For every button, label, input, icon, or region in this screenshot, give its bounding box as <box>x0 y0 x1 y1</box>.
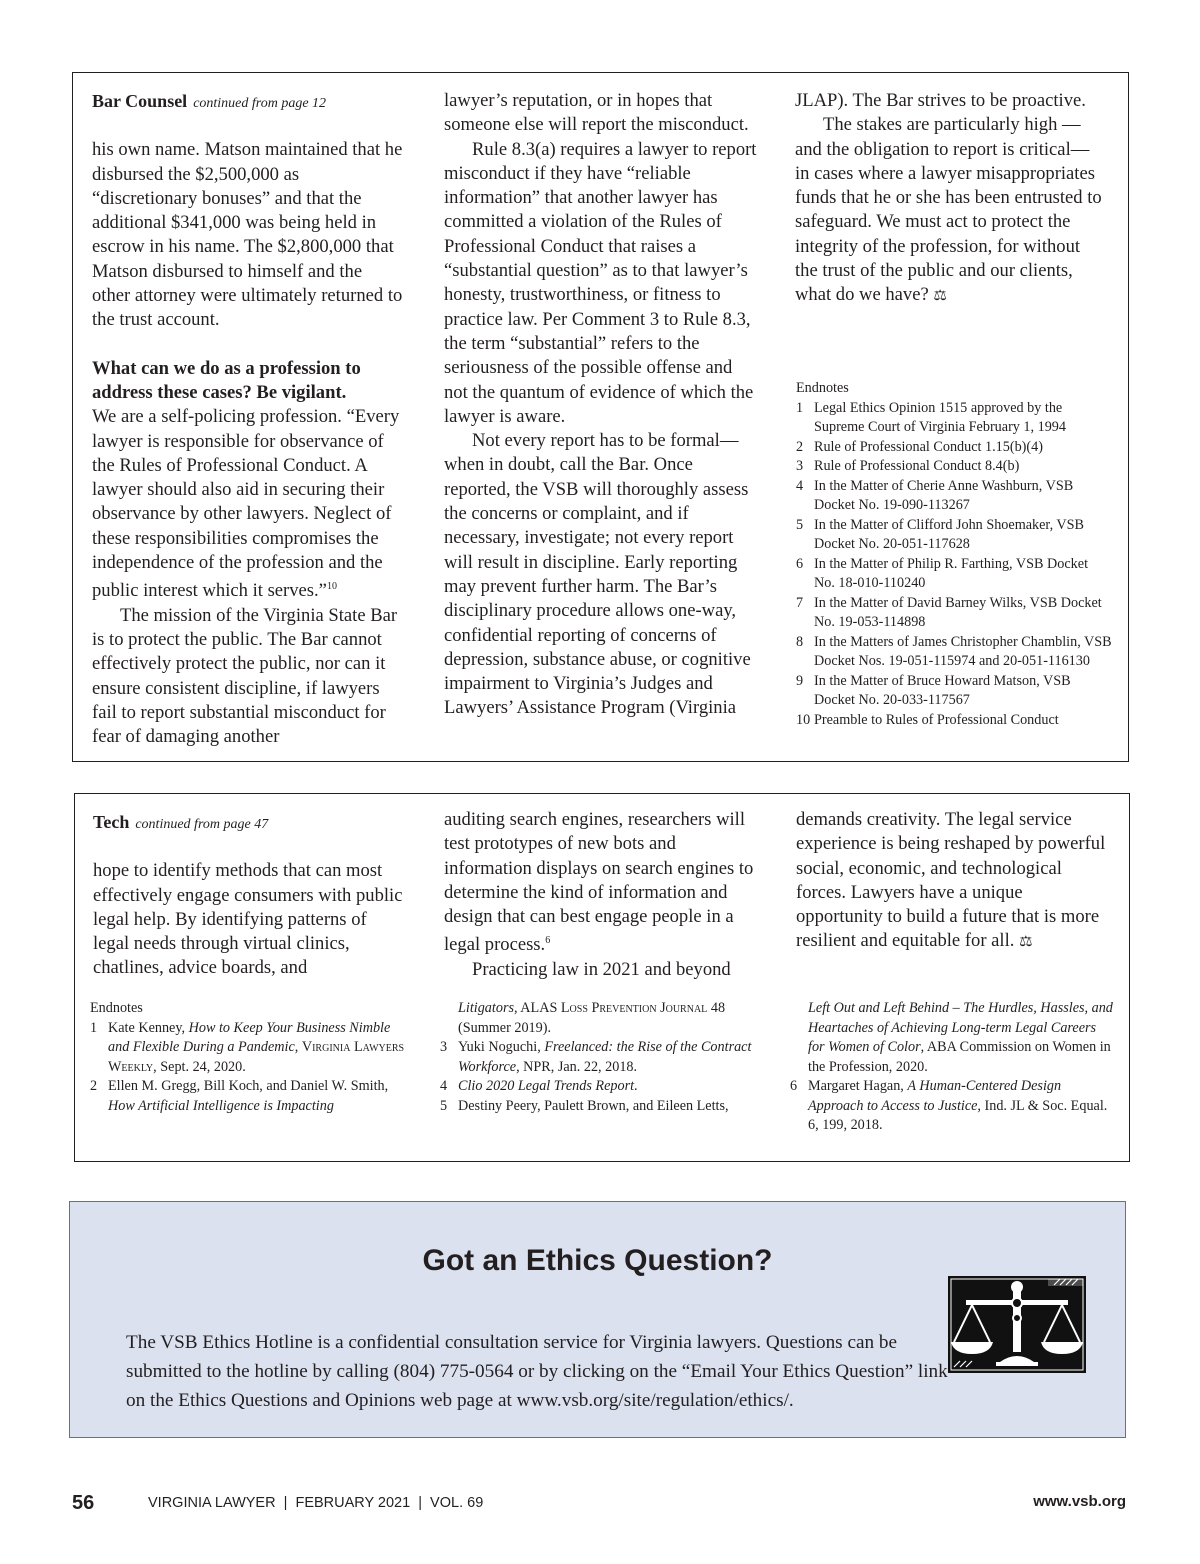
paragraph: The stakes are particularly high — and the obligation to report is critical— in cases where a lawyer misappropriates funds that he or she has been entrusted to safeguard. We must act to protect the integrity of the profession, for without the trust of the public and our clients, what do we have? ⚖ <box>795 114 1102 306</box>
paragraph: Rule 8.3(a) requires a lawyer to report misconduct if they have “reliable information” that another lawyer has committed a violation of the Rules of Professional Conduct that raises a “substantial question” as to that lawyer’s honesty, trustworthiness, or fitness to practice law. Per Comment 3 to Rule 8.3, the term “substantial” refers to the seriousness of the possible offense and not the quantum of evidence of which the lawyer is aware. <box>444 138 757 427</box>
bar-counsel-column-3 <box>795 89 1107 308</box>
bar-counsel-article <box>72 72 1129 762</box>
footnote-ref: 10 <box>326 581 337 593</box>
website-link[interactable]: www.vsb.org <box>1033 1493 1126 1510</box>
endnote <box>796 457 1112 477</box>
paragraph: auditing search engines, researchers will test prototypes of new bots and information displays on search engines to determine the kind of information and design that can best engage people in a legal process.$^6$ <box>444 809 754 956</box>
endnote <box>796 594 1112 633</box>
paragraph: JLAP). The Bar strives to be proactive. <box>795 90 1086 111</box>
endnote-number: 8 <box>796 633 804 650</box>
endnote <box>796 633 1112 672</box>
endnote: 6 Margaret Hagan, A Human-Centered Design Approach to Access to Justice, Ind. JL & Soc. Equal. 6, 199, 2018. <box>790 1078 1108 1133</box>
paragraph: his own name. Matson maintained that he disbursed the $2,500,000 as “discretionary bonuses” and that the additional $341,000 was being held in escrow in his name. The $2,800,000 that Matson disbursed to himself and the other attorney were ultimately returned to the trust account. <box>92 139 403 331</box>
page-number: 56 <box>72 1492 95 1514</box>
endnote-number: 9 <box>796 672 804 689</box>
ethics-box-body: The VSB Ethics Hotline is a confidential consultation service for Virginia lawyers. Questions can be submitted to the hotline by calling (804) 775-0564 or by clicking on the “Email Your Ethics Question” link on the Ethics Questions and Opinions web page at www.vsb.org/site/regulation/ethics/. <box>126 1332 948 1411</box>
tech-column-1 <box>93 810 405 981</box>
endnote-text: Legal Ethics Opinion 1515 approved by the Supreme Court of Virginia February 1, 1994 <box>814 399 1066 435</box>
scales-end-mark-icon: ⚖ <box>933 286 947 305</box>
endnote-text: Preamble to Rules of Professional Conduct <box>814 711 1059 728</box>
tech-endnotes-column-1 <box>90 999 406 1116</box>
endnote-number: 4 <box>796 477 804 494</box>
tech-column-2 <box>444 808 762 982</box>
tech-column-3 <box>796 808 1112 954</box>
endnote-text: In the Matter of Clifford John Shoemaker, VSB Docket No. 20-051-117628 <box>814 516 1085 552</box>
bar-counsel-endnotes <box>796 379 1112 730</box>
endnote: 2 Ellen M. Gregg, Bill Koch, and Daniel W. Smith, How Artificial Intelligence is Impacting <box>90 1078 389 1114</box>
paragraph: hope to identify methods that can most effectively engage consumers with public legal help. By identifying patterns of legal needs through virtual clinics, chatlines, advice boards, and <box>93 860 403 979</box>
endnote <box>796 555 1112 594</box>
endnote-number: 6 <box>796 555 804 572</box>
endnote-text: Rule of Professional Conduct 1.15(b)(4) <box>814 438 1043 455</box>
continued-from-label: continued from page 47 <box>135 817 269 832</box>
endnote-number: 2 <box>796 438 804 455</box>
footnote-ref: 6 <box>545 935 551 947</box>
paragraph: The mission of the Virginia State Bar is to protect the public. The Bar cannot effectively protect the public, nor can it ensure consistent discipline, if lawyers fail to report substantial misconduct for fear of damaging another <box>92 604 398 748</box>
tech-endnotes-column-2 <box>440 999 762 1116</box>
endnote-number: 10 <box>796 711 811 728</box>
endnote: 5 Destiny Peery, Paulett Brown, and Eileen Letts, <box>440 1097 729 1114</box>
endnote: 3 Yuki Noguchi, Freelanced: the Rise of the Contract Workforce, NPR, Jan. 22, 2018. <box>440 1039 752 1075</box>
endnote-number: 7 <box>796 594 804 611</box>
subheading: What can we do as a profession to address these cases? Be vigilant. <box>92 357 361 403</box>
tech-endnotes-column-3 <box>790 999 1115 1136</box>
publication-line: VIRGINIA LAWYER | FEBRUARY 2021 | VOL. 69 <box>148 1495 484 1511</box>
article-heading: Tech <box>93 812 130 832</box>
continued-from-label: continued from page 12 <box>193 96 327 111</box>
endnote <box>796 711 1112 731</box>
tech-article <box>74 793 1130 1162</box>
paragraph: lawyer’s reputation, or in hopes that someone else will report the misconduct. <box>444 90 749 136</box>
endnote <box>796 399 1112 438</box>
endnote: 4 Clio 2020 Legal Trends Report. <box>440 1078 638 1094</box>
endnote-number: 5 <box>796 516 804 533</box>
endnote <box>796 516 1112 555</box>
paragraph: We are a self-policing profession. “Every lawyer is responsible for observance of the Rules of Professional Conduct. A lawyer should also aid in securing their observance by other lawyers. Neglect of these responsibilities compromises the independence of the profession and the public interest which it serves.”$^{10}$ <box>92 406 400 602</box>
bar-counsel-column-1 <box>92 89 404 750</box>
endnote-number: 3 <box>796 458 804 474</box>
paragraph: Not every report has to be formal— when in doubt, call the Bar. Once reported, the VSB will thoroughly assess the concerns or complaint, and if necessary, investigate; not every report will result in discipline. Early reporting may prevent further harm. The Bar’s disciplinary procedure allows one-way, confidential reporting of concerns of depression, substance abuse, or cognitive impairment to Virginia’s Judges and Lawyers’ Assistance Program (Virginia <box>444 430 751 719</box>
article-heading: Bar Counsel <box>92 91 188 111</box>
paragraph: Practicing law in 2021 and beyond <box>472 958 731 980</box>
endnote-text: Rule of Professional Conduct 8.4(b) <box>814 458 1020 474</box>
endnote <box>796 477 1112 516</box>
bar-counsel-column-2 <box>444 89 760 721</box>
endnote <box>796 672 1112 711</box>
endnote-continued: Left Out and Left Behind – The Hurdles, Hassles, and Heartaches of Achieving Long-term Legal Careers for Women of Color, ABA Commission on Women in the Profession, 2020. <box>808 1000 1113 1075</box>
endnote <box>796 438 1112 458</box>
endnote-text: In the Matter of Bruce Howard Matson, VSB Docket No. 20-033-117567 <box>814 672 1071 708</box>
scales-of-justice-icon <box>948 1276 1086 1373</box>
scales-end-mark-icon: ⚖ <box>1019 932 1033 951</box>
ethics-box-title: Got an Ethics Question? <box>422 1244 773 1277</box>
endnote-text: In the Matters of James Christopher Chamblin, VSB Docket Nos. 19-051-115974 and 20-051-116130 <box>814 633 1112 669</box>
endnote: 1 Kate Kenney, How to Keep Your Business Nimble and Flexible During a Pandemic, Virginia Lawyers Weekly, Sept. 24, 2020. <box>90 1019 405 1075</box>
endnote-text: In the Matter of David Barney Wilks, VSB Docket No. 19-053-114898 <box>814 594 1102 630</box>
endnotes-title: Endnotes <box>796 380 849 396</box>
endnote-text: In the Matter of Cherie Anne Washburn, VSB Docket No. 19-090-113267 <box>814 477 1074 513</box>
endnote-text: In the Matter of Philip R. Farthing, VSB Docket No. 18-010-110240 <box>814 555 1089 591</box>
paragraph: demands creativity. The legal service experience is being reshaped by powerful social, economic, and technological forces. Lawyers have a unique opportunity to build a future that is more resilient and equitable for all. ⚖ <box>796 809 1106 952</box>
endnote-number: 1 <box>796 399 804 416</box>
endnotes-list <box>796 399 1112 731</box>
endnote-continued: Litigators, ALAS Loss Prevention Journal 48 (Summer 2019). <box>458 1000 726 1036</box>
endnotes-title: Endnotes <box>90 1000 143 1016</box>
ethics-question-box <box>69 1201 1126 1438</box>
